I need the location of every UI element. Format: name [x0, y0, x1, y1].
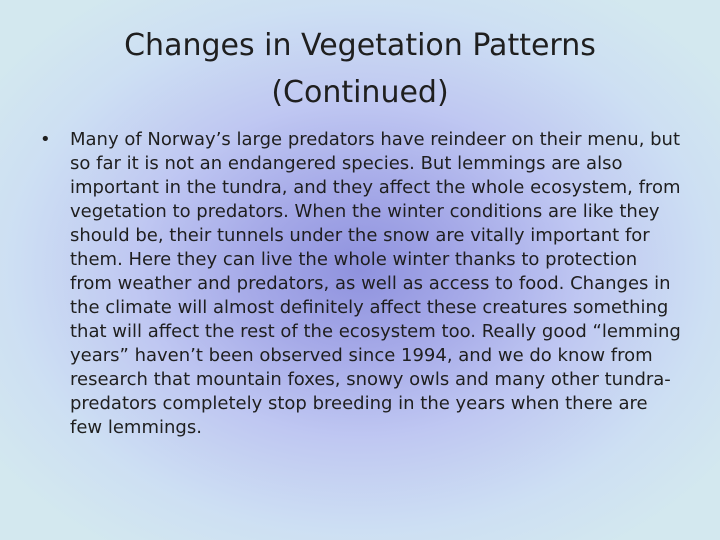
bullet-item: [0, 128, 720, 440]
bullet-text: Many of Norway’s large predators have reindeer on their menu, but so far it is not an endangered species. But lemmings are also important in the tundra, and they affect the whole ecosystem, from vegetation to predators. When the winter conditions are like they should be, their tunnels under the snow are vitally important for them. Here they can live the whole winter thanks to protection from weather and predators, as well as access to food. Changes in the climate will almost definitely affect these creatures something that will affect the rest of the ecosystem too. Really good “lemming years” haven’t been observed since 1994, and we do know from research that mountain foxes, snowy owls and many other tundra-predators completely stop breeding in the years when there are few lemmings.: [70, 129, 681, 438]
slide-title: Changes in Vegetation Patterns (Continued): [124, 28, 596, 110]
bullet-marker: •: [40, 129, 51, 150]
bullet-list: [0, 128, 720, 440]
